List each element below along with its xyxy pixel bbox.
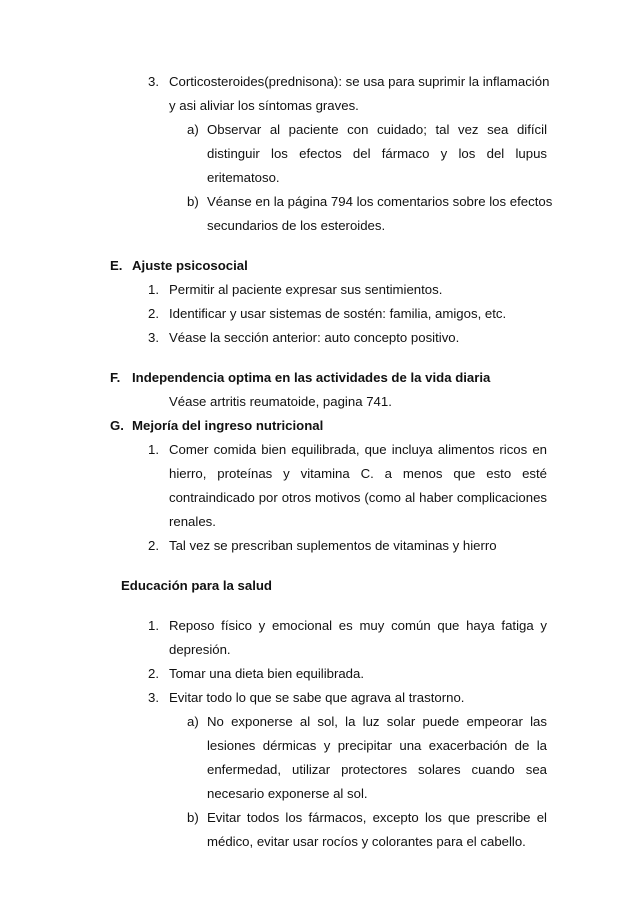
paragraph-line: No exponerse al sol, la luz solar puede empeorar las [207, 714, 547, 729]
item-number: 2. [148, 306, 159, 321]
paragraph-line: Corticosteroides(prednisona): se usa para suprimir la inflamación [169, 74, 550, 89]
section-title: Mejoría del ingreso nutricional [132, 418, 324, 433]
section-title: Ajuste psicosocial [132, 258, 248, 273]
item-number: 3. [148, 74, 159, 89]
item-number: 1. [148, 282, 159, 297]
item-number: 1. [148, 442, 159, 457]
paragraph-line: Véase artritis reumatoide, pagina 741. [169, 394, 392, 409]
section-label: G. [110, 418, 124, 433]
paragraph-line: enfermedad, utilizar protectores solares cuando sea [207, 762, 547, 777]
paragraph-line: renales. [169, 514, 216, 529]
paragraph-line: Tomar una dieta bien equilibrada. [169, 666, 365, 681]
paragraph-line: Reposo físico y emocional es muy común que haya fatiga y [169, 618, 547, 633]
section-title: Educación para la salud [121, 578, 272, 593]
item-letter: b) [187, 810, 199, 825]
item-number: 3. [148, 690, 159, 705]
paragraph-line: Comer comida bien equilibrada, que incluya alimentos ricos en [169, 442, 547, 457]
paragraph-line: Véase la sección anterior: auto concepto positivo. [169, 330, 460, 345]
item-letter: b) [187, 194, 199, 209]
item-letter: a) [187, 122, 199, 137]
item-number: 3. [148, 330, 159, 345]
paragraph-line: depresión. [169, 642, 231, 657]
paragraph-line: Evitar todos los fármacos, excepto los que prescribe el [207, 810, 547, 825]
paragraph-line: eritematoso. [207, 170, 280, 185]
paragraph-line: Tal vez se prescriban suplementos de vitaminas y hierro [169, 538, 497, 553]
paragraph-line: necesario exponerse al sol. [207, 786, 368, 801]
section-title: Independencia optima en las actividades de la vida diaria [132, 370, 491, 385]
paragraph-line: lesiones dérmicas y precipitar una exacerbación de la [207, 738, 547, 753]
paragraph-line: distinguir los efectos del fármaco y los del lupus [207, 146, 547, 161]
paragraph-line: Observar al paciente con cuidado; tal vez sea difícil [207, 122, 547, 137]
section-label: E. [110, 258, 123, 273]
item-number: 2. [148, 538, 159, 553]
item-number: 1. [148, 618, 159, 633]
paragraph-line: hierro, proteínas y vitamina C. a menos que esto esté [169, 466, 547, 481]
paragraph-line: Véanse en la página 794 los comentarios sobre los efectos [207, 194, 553, 209]
paragraph-line: y asi aliviar los síntomas graves. [169, 98, 359, 113]
item-letter: a) [187, 714, 199, 729]
paragraph-line: Permitir al paciente expresar sus sentimientos. [169, 282, 443, 297]
paragraph-line: contraindicado por otros motivos (como al haber complicaciones [169, 490, 547, 505]
paragraph-line: médico, evitar usar rocíos y colorantes para el cabello. [207, 834, 526, 849]
section-label: F. [110, 370, 121, 385]
paragraph-line: Identificar y usar sistemas de sostén: familia, amigos, etc. [169, 306, 507, 321]
item-number: 2. [148, 666, 159, 681]
paragraph-line: secundarios de los esteroides. [207, 218, 386, 233]
paragraph-line: Evitar todo lo que se sabe que agrava al trastorno. [169, 690, 465, 705]
